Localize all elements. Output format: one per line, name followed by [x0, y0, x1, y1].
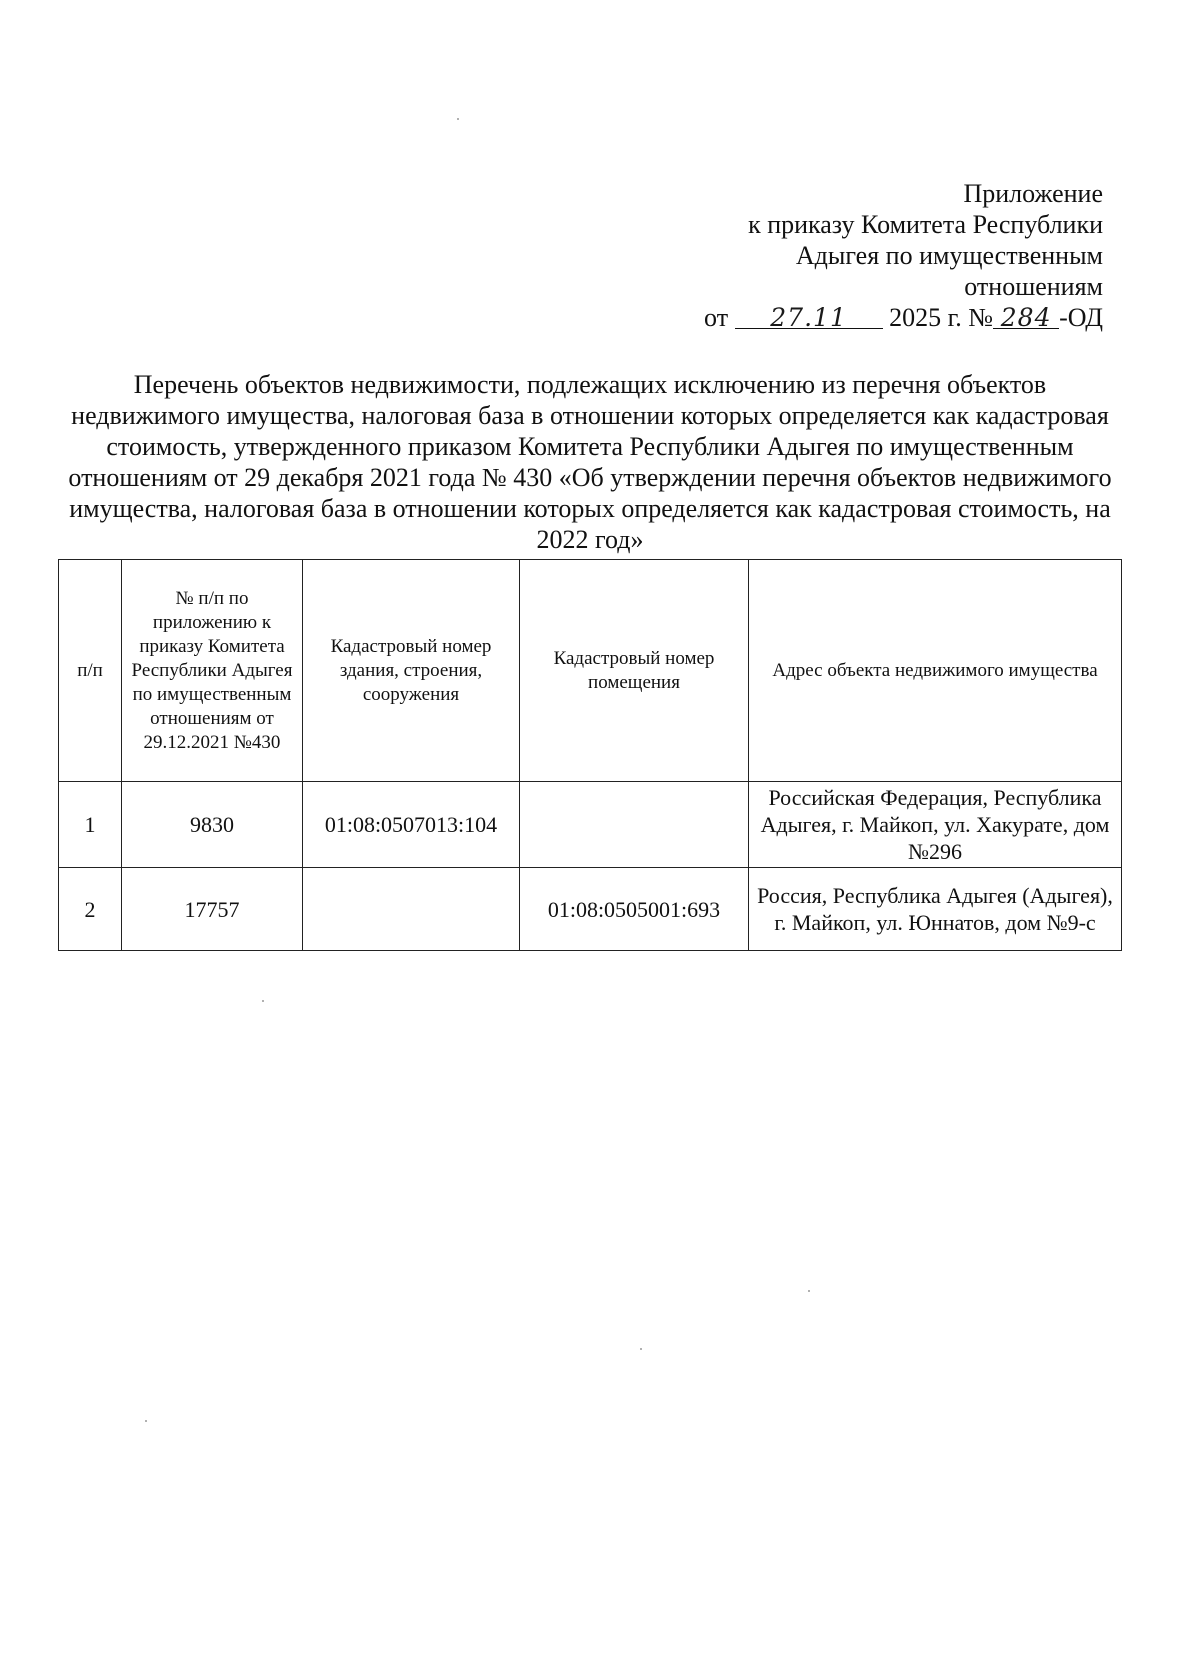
cell-number: 1: [59, 782, 122, 868]
cell-room-cadastral: 01:08:0505001:693: [520, 868, 749, 951]
scan-speck: [457, 118, 459, 120]
relations-line: отношениям: [964, 272, 1103, 301]
appendix-header: [643, 178, 1103, 333]
column-header-reference: № п/п по приложению к приказу Комитета Республики Адыгея по имущественным отношениям от 29.12.2021 №430: [122, 560, 303, 782]
scan-speck: [808, 1290, 810, 1292]
appendix-label: Приложение: [963, 179, 1103, 208]
order-date-line: [643, 302, 1103, 333]
column-header-building-cadastral: Кадастровый номер здания, строения, сооружения: [303, 560, 520, 782]
cell-reference: 9830: [122, 782, 303, 868]
year-text: 2025 г. №: [889, 303, 994, 332]
number-blank: [993, 302, 1059, 332]
cell-building-cadastral: 01:08:0507013:104: [303, 782, 520, 868]
table-row: [59, 868, 1122, 951]
handwritten-date: 27.11: [770, 303, 847, 332]
order-reference-line: к приказу Комитета Республики: [748, 210, 1103, 239]
column-header-room-cadastral: Кадастровый номер помещения: [520, 560, 749, 782]
date-blank: [735, 302, 883, 332]
table-header-row: [59, 560, 1122, 782]
date-prefix: от: [704, 303, 729, 332]
cell-address: Россия, Республика Адыгея (Адыгея), г. Майкоп, ул. Юннатов, дом №9-с: [749, 868, 1122, 951]
cell-reference: 17757: [122, 868, 303, 951]
cell-address: Российская Федерация, Республика Адыгея, г. Майкоп, ул. Хакурате, дом №296: [749, 782, 1122, 868]
handwritten-number: 284: [1000, 303, 1052, 332]
document-title: Перечень объектов недвижимости, подлежащих исключению из перечня объектов недвижимого имущества, налоговая база в отношении которых определяется как кадастровая стоимость, утвержденного приказом Комитета Республики Адыгея по имущественным отношениям от 29 декабря 2021 года № 430 «Об утверждении перечня объектов недвижимого имущества, налоговая база в отношении которых определяется как кадастровая стоимость, на 2022 год»: [68, 370, 1112, 554]
property-table: [58, 559, 1122, 951]
cell-number: 2: [59, 868, 122, 951]
cell-room-cadastral: [520, 782, 749, 868]
committee-line: Адыгея по имущественным: [795, 241, 1103, 270]
scan-speck: [145, 1420, 147, 1422]
table-row: [59, 782, 1122, 868]
number-suffix: -ОД: [1059, 303, 1103, 332]
column-header-number: п/п: [59, 560, 122, 782]
scan-speck: [640, 1348, 642, 1350]
scan-speck: [262, 1000, 264, 1002]
cell-building-cadastral: [303, 868, 520, 951]
column-header-address: Адрес объекта недвижимого имущества: [749, 560, 1122, 782]
